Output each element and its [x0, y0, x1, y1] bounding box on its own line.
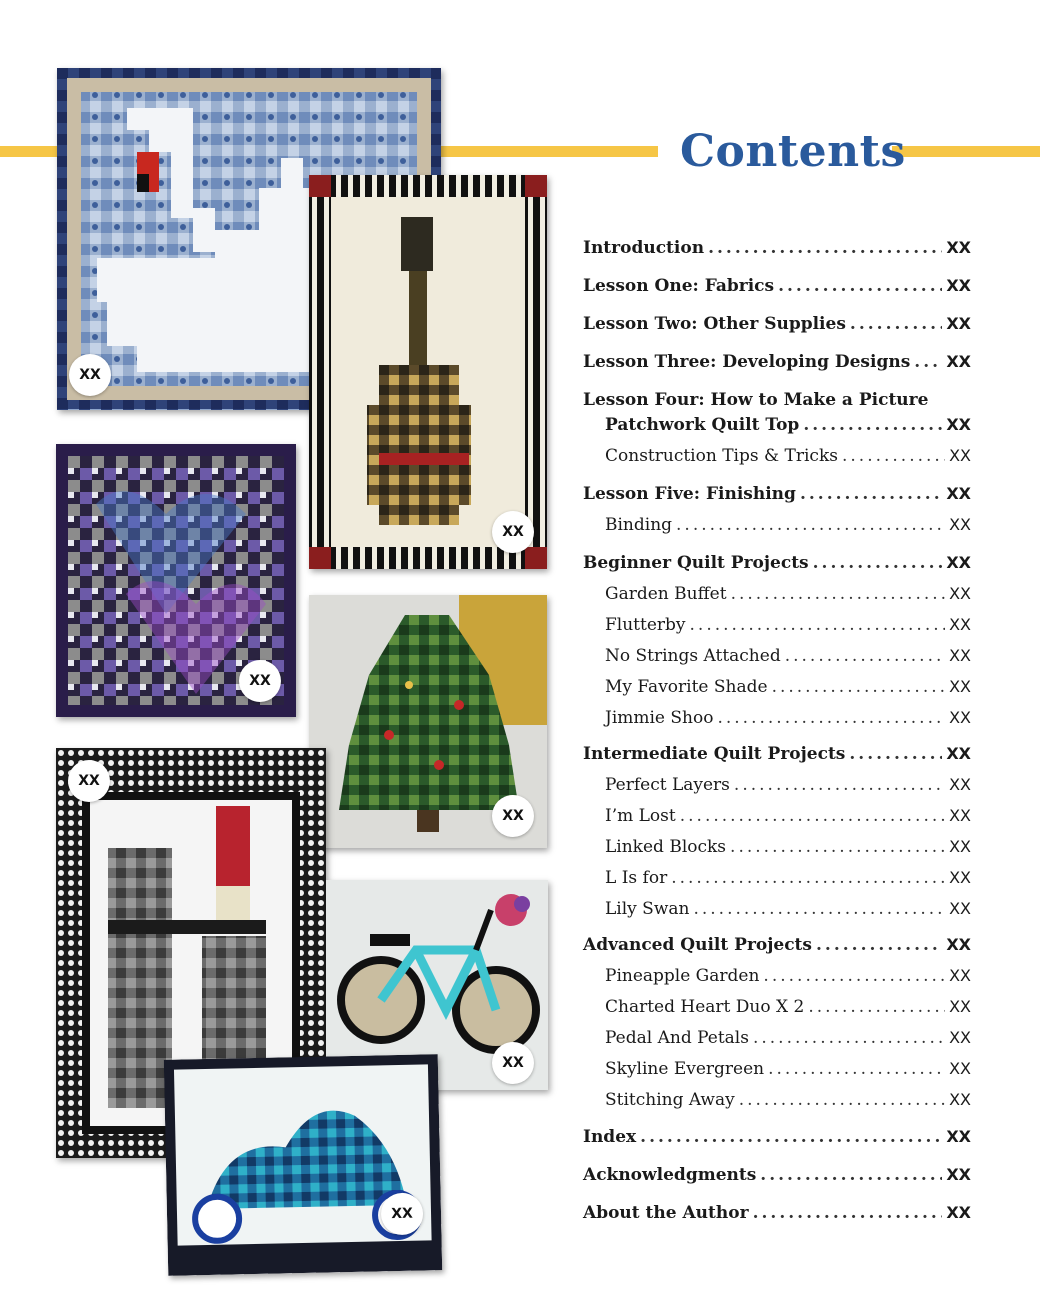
dot-leader — [808, 995, 945, 1019]
toc-entry-skyline-evergreen[interactable] — [605, 1057, 971, 1081]
dot-leader — [671, 866, 945, 890]
dot-leader — [690, 613, 946, 637]
toc-entry-pedal-and-petals[interactable] — [605, 1026, 971, 1050]
toc-entry-stitching-away[interactable] — [605, 1088, 971, 1112]
dot-leader — [763, 964, 945, 988]
toc-entry-linked-blocks[interactable] — [605, 835, 971, 859]
accent-rule-middle — [440, 146, 658, 157]
toc-entry-charted-heart-duo-x-2[interactable] — [605, 995, 971, 1019]
accent-rule-left — [0, 146, 58, 157]
dot-leader — [717, 706, 945, 730]
toc-entry-label: My Favorite Shade — [605, 677, 768, 697]
toc-page-number: XX — [946, 935, 971, 954]
toc-page-number: XX — [949, 677, 971, 696]
toc-entry-label: Binding — [605, 515, 673, 535]
toc-entry-lesson-three-developing-designs[interactable] — [583, 350, 971, 374]
toc-entry-lily-swan[interactable] — [605, 897, 971, 921]
toc-entry-lesson-four-how-to-make-a-picture[interactable] — [605, 413, 971, 437]
dot-leader — [850, 312, 942, 336]
dot-leader — [803, 413, 942, 437]
dot-leader — [708, 236, 942, 260]
photo-guitar-quilt — [309, 175, 547, 569]
toc-page-number: XX — [949, 1028, 971, 1047]
page-number-badge: XX — [239, 660, 281, 702]
toc-entry-introduction[interactable] — [583, 236, 971, 260]
toc-entry-lesson-two-other-supplies[interactable] — [583, 312, 971, 336]
toc-entry-label: About the Author — [583, 1203, 749, 1223]
photo-tree-quilt — [309, 595, 547, 848]
toc-page-number: XX — [949, 515, 971, 534]
toc-page-number: XX — [949, 966, 971, 985]
dot-leader — [640, 1125, 942, 1149]
page-number-badge: XX — [492, 1042, 534, 1084]
dot-leader — [800, 482, 942, 506]
toc-page-number: XX — [946, 238, 971, 257]
dot-leader — [768, 1057, 945, 1081]
toc-entry-label: Lesson Two: Other Supplies — [583, 314, 846, 334]
toc-page-number: XX — [949, 1059, 971, 1078]
toc-entry-label: Flutterby — [605, 615, 686, 635]
dot-leader — [760, 1163, 942, 1187]
toc-page-number: XX — [949, 1090, 971, 1109]
toc-entry-lesson-one-fabrics[interactable] — [583, 274, 971, 298]
toc-entry-label: Skyline Evergreen — [605, 1059, 765, 1079]
photo-hearts-quilt — [56, 444, 296, 717]
dot-leader — [676, 513, 945, 537]
toc-entry-acknowledgments[interactable] — [583, 1163, 971, 1187]
toc-page-number: XX — [949, 708, 971, 727]
toc-entry-label: Charted Heart Duo X 2 — [605, 997, 805, 1017]
toc-entry-advanced-quilt-projects[interactable] — [583, 933, 971, 957]
toc-page-number: XX — [946, 1203, 971, 1222]
toc-entry-flutterby[interactable] — [605, 613, 971, 637]
toc-entry-label: Stitching Away — [605, 1090, 735, 1110]
toc-entry-perfect-layers[interactable] — [605, 773, 971, 797]
toc-entry-label: Acknowledgments — [583, 1165, 757, 1185]
toc-page-number: XX — [946, 553, 971, 572]
dot-leader — [680, 804, 945, 828]
toc-page-number: XX — [946, 484, 971, 503]
toc-page-number: XX — [946, 314, 971, 333]
dot-leader — [785, 644, 945, 668]
toc-page-number: XX — [946, 1127, 971, 1146]
toc-entry-about-the-author[interactable] — [583, 1201, 971, 1225]
toc-entry-label: Lesson Three: Developing Designs — [583, 352, 911, 372]
toc-page-number: XX — [946, 276, 971, 295]
toc-page-number: XX — [949, 837, 971, 856]
toc-entry-no-strings-attached[interactable] — [605, 644, 971, 668]
toc-entry-label: Lesson One: Fabrics — [583, 276, 775, 296]
toc-entry-l-is-for[interactable] — [605, 866, 971, 890]
accent-rule-right — [892, 146, 1040, 157]
dot-leader — [914, 350, 942, 374]
toc-page-number: XX — [949, 584, 971, 603]
page-number-badge: XX — [492, 795, 534, 837]
toc-entry-i-m-lost[interactable] — [605, 804, 971, 828]
toc-page-number: XX — [949, 446, 971, 465]
toc-entry-label: No Strings Attached — [605, 646, 781, 666]
toc-page-number: XX — [946, 352, 971, 371]
dot-leader — [753, 1201, 943, 1225]
toc-entry-label: Pineapple Garden — [605, 966, 760, 986]
toc-page-number: XX — [946, 1165, 971, 1184]
toc-entry-jimmie-shoo[interactable] — [605, 706, 971, 730]
dot-leader — [813, 551, 943, 575]
photo-motorcycle-quilt — [164, 1054, 442, 1276]
dot-leader — [734, 773, 945, 797]
dot-leader — [772, 675, 946, 699]
dot-leader — [816, 933, 942, 957]
toc-page-number: XX — [949, 646, 971, 665]
toc-entry-garden-buffet[interactable] — [605, 582, 971, 606]
dot-leader — [778, 274, 942, 298]
toc-entry-label: Patchwork Quilt Top — [605, 415, 800, 435]
toc-entry-label: Introduction — [583, 238, 705, 258]
toc-entry-label: I’m Lost — [605, 806, 676, 826]
toc-page-number: XX — [949, 997, 971, 1016]
toc-entry-label: Linked Blocks — [605, 837, 727, 857]
toc-entry-my-favorite-shade[interactable] — [605, 675, 971, 699]
toc-page-number: XX — [949, 775, 971, 794]
page-number-badge: XX — [69, 354, 111, 396]
dot-leader — [739, 1088, 945, 1112]
toc-page-number: XX — [949, 615, 971, 634]
toc-entry-label: Intermediate Quilt Projects — [583, 744, 846, 764]
page-number-badge: XX — [68, 760, 110, 802]
toc-entry-label: Jimmie Shoo — [605, 708, 714, 728]
toc-page-number: XX — [946, 415, 971, 434]
toc-entry-beginner-quilt-projects[interactable] — [583, 551, 971, 575]
toc-entry-label: Beginner Quilt Projects — [583, 553, 809, 573]
toc-entry-label: L Is for — [605, 868, 668, 888]
dot-leader — [849, 742, 942, 766]
dot-leader — [693, 897, 945, 921]
toc-entry-intermediate-quilt-projects[interactable] — [583, 742, 971, 766]
toc-entry-lesson-five-finishing[interactable] — [583, 482, 971, 506]
page-number-badge: XX — [492, 511, 534, 553]
dot-leader — [730, 835, 945, 859]
dot-leader — [842, 444, 945, 468]
toc-entry-label: Index — [583, 1127, 637, 1147]
toc-page-number: XX — [949, 899, 971, 918]
toc-page-number: XX — [949, 868, 971, 887]
toc-entry-construction-tips-tricks[interactable] — [605, 444, 971, 468]
toc-entry-label: Advanced Quilt Projects — [583, 935, 812, 955]
toc-entry-label: Pedal And Petals — [605, 1028, 749, 1048]
dot-leader — [731, 582, 946, 606]
toc-entry-lesson-four-how-to-make-a-picture-line1: Lesson Four: How to Make a Picture — [583, 390, 929, 410]
toc-entry-pineapple-garden[interactable] — [605, 964, 971, 988]
dot-leader — [753, 1026, 945, 1050]
page-title: Contents — [680, 126, 906, 177]
toc-page-number: XX — [946, 744, 971, 763]
toc-entry-label: Perfect Layers — [605, 775, 730, 795]
toc-entry-label: Construction Tips & Tricks — [605, 446, 838, 466]
page-number-badge: XX — [381, 1193, 424, 1236]
toc-entry-index[interactable] — [583, 1125, 971, 1149]
toc-entry-label: Lily Swan — [605, 899, 690, 919]
toc-page-number: XX — [949, 806, 971, 825]
toc-entry-label: Garden Buffet — [605, 584, 727, 604]
toc-entry-label: Lesson Five: Finishing — [583, 484, 796, 504]
toc-entry-binding[interactable] — [605, 513, 971, 537]
